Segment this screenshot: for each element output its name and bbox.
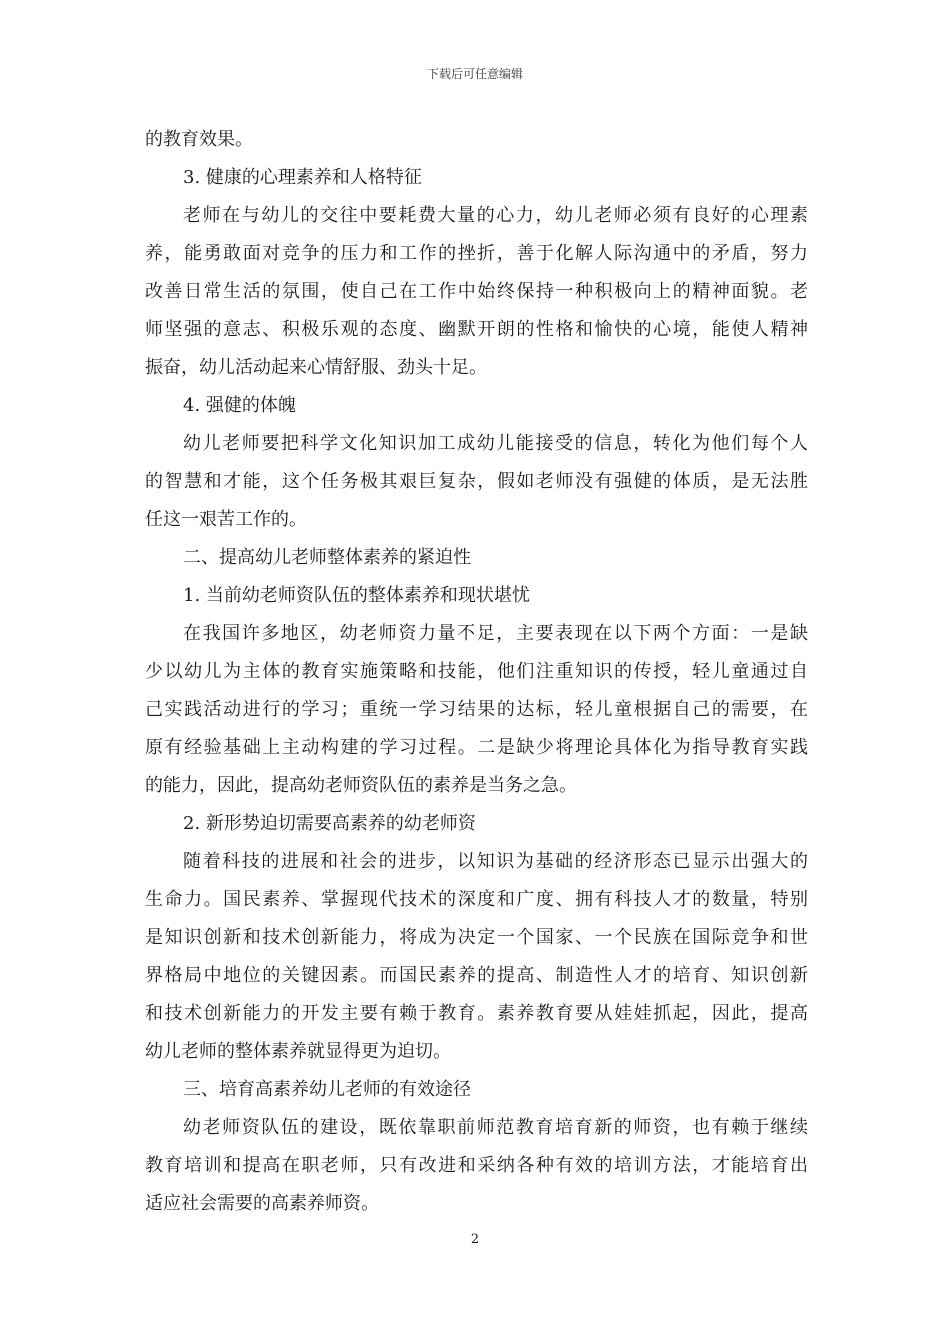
text-line: 2. 新形势迫切需要高素养的幼老师资 xyxy=(183,813,476,834)
text-line: 幼儿老师的整体素养就显得更为迫切。 xyxy=(145,1041,451,1062)
text-line: 师坚强的意志、积极乐观的态度、幽默开朗的性格和愉快的心境，能使人精神 xyxy=(145,319,808,340)
text-line: 幼老师资队伍的建设，既依靠职前师范教育培育新的师资，也有赖于继续 xyxy=(183,1117,808,1138)
text-line: 的能力，因此，提高幼老师资队伍的素养是当务之急。 xyxy=(145,775,577,796)
text-line: 界格局中地位的关键因素。而国民素养的提高、制造性人才的培育、知识创新 xyxy=(145,965,808,986)
text-line: 生命力。国民素养、掌握现代技术的深度和广度、拥有科技人才的数量，特别 xyxy=(145,889,808,910)
text-line: 和技术创新能力的开发主要有赖于教育。素养教育要从娃娃抓起，因此，提高 xyxy=(145,1003,808,1024)
text-line: 的教育效果。 xyxy=(145,129,253,150)
page-number: 2 xyxy=(470,1232,480,1247)
text-line: 养，能勇敢面对竞争的压力和工作的挫折，善于化解人际沟通中的矛盾，努力 xyxy=(145,243,808,264)
text-line: 老师在与幼儿的交往中要耗费大量的心力，幼儿老师必须有良好的心理素 xyxy=(183,205,808,226)
text-line: 二、提高幼儿老师整体素养的紧迫性 xyxy=(183,547,471,568)
text-line: 的智慧和才能，这个任务极其艰巨复杂，假如老师没有强健的体质，是无法胜 xyxy=(145,471,808,492)
text-line: 在我国许多地区，幼老师资力量不足，主要表现在以下两个方面：一是缺 xyxy=(183,623,808,644)
text-line: 3. 健康的心理素养和人格特征 xyxy=(183,167,422,188)
text-line: 振奋，幼儿活动起来心情舒服、劲头十足。 xyxy=(145,357,487,378)
text-line: 己实践活动进行的学习；重统一学习结果的达标，轻儿童根据自己的需要，在 xyxy=(145,699,808,720)
text-line: 4. 强健的体魄 xyxy=(183,395,296,416)
text-line: 随着科技的进展和社会的进步，以知识为基础的经济形态已显示出强大的 xyxy=(183,851,808,872)
text-line: 幼儿老师要把科学文化知识加工成幼儿能接受的信息，转化为他们每个人 xyxy=(183,433,808,454)
text-line: 1. 当前幼老师资队伍的整体素养和现状堪忧 xyxy=(183,585,530,606)
text-line: 任这一艰苦工作的。 xyxy=(145,509,307,530)
page-header: 下载后可任意编辑 xyxy=(426,67,523,81)
text-line: 教育培训和提高在职老师，只有改进和采纳各种有效的培训方法，才能培育出 xyxy=(145,1155,808,1176)
text-line: 原有经验基础上主动构建的学习过程。二是缺少将理论具体化为指导教育实践 xyxy=(145,737,808,758)
text-line: 改善日常生活的氛围，使自己在工作中始终保持一种积极向上的精神面貌。老 xyxy=(145,281,808,302)
text-line: 三、培育高素养幼儿老师的有效途径 xyxy=(183,1079,471,1100)
document-body xyxy=(145,121,808,1223)
text-line: 适应社会需要的高素养师资。 xyxy=(145,1193,379,1214)
text-line: 少以幼儿为主体的教育实施策略和技能，他们注重知识的传授，轻儿童通过自 xyxy=(145,661,808,682)
text-line: 是知识创新和技术创新能力，将成为决定一个国家、一个民族在国际竞争和世 xyxy=(145,927,808,948)
